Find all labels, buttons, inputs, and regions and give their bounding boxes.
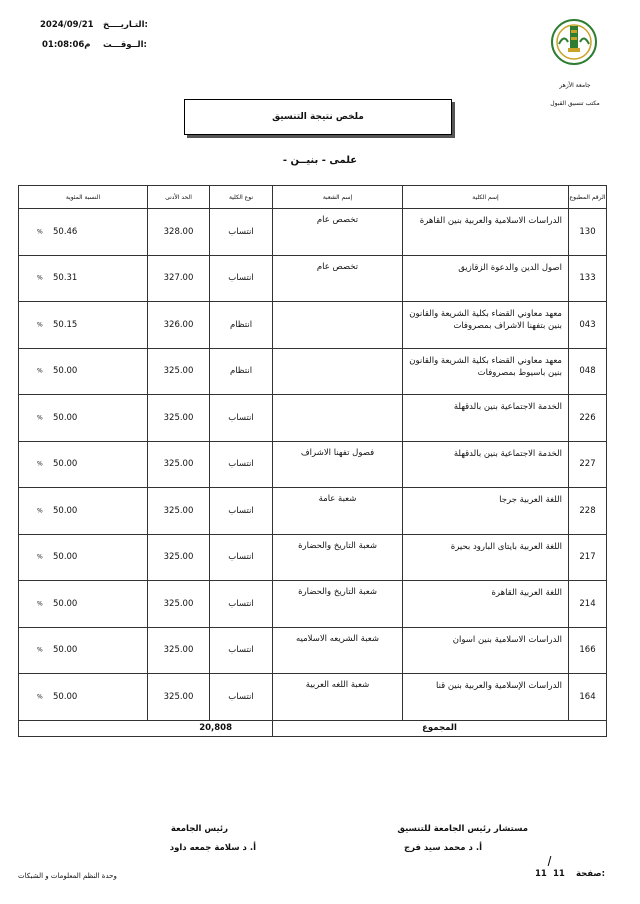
row-min-score: 327.00 <box>148 255 210 302</box>
row-min-score: 325.00 <box>148 441 210 488</box>
table-row <box>19 395 607 442</box>
president-title: رئيس الجامعة <box>170 824 228 834</box>
table-row <box>19 581 607 628</box>
row-college: اصول الدين والدعوة الزقازيق <box>403 255 569 302</box>
row-percentage <box>19 395 148 442</box>
row-code: 164 <box>569 674 607 721</box>
date-label: التـاريــــخ: <box>103 20 148 30</box>
percent-sign: % <box>37 460 43 468</box>
table-row <box>19 627 607 674</box>
row-college: الدراسات الاسلامية والعربية بنين القاهرة <box>403 209 569 256</box>
table-row <box>19 209 607 256</box>
row-min-score: 325.00 <box>148 348 210 395</box>
report-title: ملخص نتيجة التنسيق <box>184 99 452 135</box>
president-name: أ. د سلامة جمعه داود <box>169 843 256 853</box>
row-min-score: 325.00 <box>148 674 210 721</box>
row-min-score: 325.00 <box>148 627 210 674</box>
percent-sign: % <box>37 414 43 422</box>
header-percentage: النسبة المئوية <box>19 186 148 209</box>
table-row <box>19 302 607 349</box>
row-type: انتساب <box>210 395 273 442</box>
row-branch: تخصص عام <box>273 209 403 256</box>
row-branch: شعبة اللغه العربية <box>273 674 403 721</box>
row-percentage <box>19 534 148 581</box>
row-code: 133 <box>569 255 607 302</box>
percentage-value: 50.31 <box>53 273 78 284</box>
percentage-value: 50.00 <box>53 459 78 470</box>
percentage-value: 50.00 <box>53 366 78 377</box>
row-branch: شعبة الشريعه الاسلاميه <box>273 627 403 674</box>
row-branch: شعبة عامة <box>273 488 403 535</box>
unit-name: وحدة النظم المعلومات و الشبكات <box>18 872 117 880</box>
percent-sign: % <box>37 274 43 282</box>
university-name: جامعة الأزهر <box>559 82 591 89</box>
row-min-score: 325.00 <box>148 581 210 628</box>
row-code: 043 <box>569 302 607 349</box>
percent-sign: % <box>37 693 43 701</box>
time-value: 01:08:06م <box>42 40 91 50</box>
row-type: انتظام <box>210 348 273 395</box>
coordinator-name: أ. د محمد سيد فرج <box>403 843 482 853</box>
row-branch: تخصص عام <box>273 255 403 302</box>
row-branch: شعبة التاريخ والحضارة <box>273 534 403 581</box>
row-college: معهد معاوني القضاء بكلية الشريعة والقانون بنين باسيوط بمصروفات <box>403 348 569 395</box>
report-subtitle: - علمى - بنيــن <box>282 155 358 166</box>
page-label: صفحة: <box>576 869 606 879</box>
date-value: 2024/09/21 <box>40 20 94 30</box>
percent-sign: % <box>37 228 43 236</box>
table-row <box>19 441 607 488</box>
row-branch: فصول تفهنا الاشراف <box>273 441 403 488</box>
row-min-score: 328.00 <box>148 209 210 256</box>
total-label: المجموع <box>273 720 607 736</box>
row-type: انتساب <box>210 255 273 302</box>
row-percentage <box>19 348 148 395</box>
header-min-score: الحد الأدنى <box>148 186 210 209</box>
row-code: 228 <box>569 488 607 535</box>
row-code: 130 <box>569 209 607 256</box>
row-type: انتساب <box>210 209 273 256</box>
percentage-value: 50.00 <box>53 552 78 563</box>
percent-sign: % <box>37 321 43 329</box>
row-min-score: 325.00 <box>148 395 210 442</box>
row-type: انتساب <box>210 534 273 581</box>
header-college: إسم الكلية <box>403 186 569 209</box>
row-percentage <box>19 209 148 256</box>
page-slash <box>548 856 552 866</box>
coordinator-title: مستشار رئيس الجامعة للتنسيق <box>397 824 528 834</box>
row-branch <box>273 302 403 349</box>
header-code: الرقم المطبوع <box>569 186 607 209</box>
row-type: انتساب <box>210 674 273 721</box>
row-percentage <box>19 627 148 674</box>
row-min-score: 325.00 <box>148 488 210 535</box>
time-label: الــوقـــت: <box>103 40 147 50</box>
row-min-score: 326.00 <box>148 302 210 349</box>
percentage-value: 50.00 <box>53 691 78 702</box>
row-code: 226 <box>569 395 607 442</box>
row-college: معهد معاوني القضاء بكلية الشريعة والقانون بنين بتفهنا الاشراف بمصروفات <box>403 302 569 349</box>
header-type: نوع الكلية <box>210 186 273 209</box>
percent-sign: % <box>37 646 43 654</box>
page-current: 11 <box>553 869 565 879</box>
table-header-row <box>19 186 607 209</box>
percent-sign: % <box>37 553 43 561</box>
row-type: انتظام <box>210 302 273 349</box>
row-min-score: 325.00 <box>148 534 210 581</box>
row-percentage <box>19 441 148 488</box>
row-branch: شعبة التاريخ والحضارة <box>273 581 403 628</box>
results-table <box>18 185 607 737</box>
row-percentage <box>19 488 148 535</box>
row-college: اللغة العربية بايتاى البارود بحيرة <box>403 534 569 581</box>
percent-sign: % <box>37 367 43 375</box>
percentage-value: 50.00 <box>53 412 78 423</box>
row-branch <box>273 348 403 395</box>
table-row <box>19 674 607 721</box>
percentage-value: 50.00 <box>53 505 78 516</box>
percentage-value: 50.46 <box>53 226 78 237</box>
row-code: 214 <box>569 581 607 628</box>
row-type: انتساب <box>210 488 273 535</box>
percent-sign: % <box>37 600 43 608</box>
row-college: الخدمة الاجتماعية بنين بالدقهلة <box>403 441 569 488</box>
row-college: الدراسات الاسلامية بنين اسوان <box>403 627 569 674</box>
table-row <box>19 255 607 302</box>
total-value: 20,808 <box>19 720 273 736</box>
row-type: انتساب <box>210 441 273 488</box>
row-college: الخدمة الاجتماعية بنين بالدقهلة <box>403 395 569 442</box>
percentage-value: 50.00 <box>53 598 78 609</box>
row-percentage <box>19 255 148 302</box>
row-type: انتساب <box>210 627 273 674</box>
row-college: الدراسات الإسلامية والعربية بنين قنا <box>403 674 569 721</box>
table-row <box>19 488 607 535</box>
row-college: اللغة العربية جرجا <box>403 488 569 535</box>
university-logo-icon <box>550 18 598 66</box>
row-code: 227 <box>569 441 607 488</box>
row-code: 048 <box>569 348 607 395</box>
percentage-value: 50.00 <box>53 645 78 656</box>
header-branch: إسم الشعبة <box>273 186 403 209</box>
table-row <box>19 534 607 581</box>
row-branch <box>273 395 403 442</box>
row-code: 166 <box>569 627 607 674</box>
total-row <box>19 720 607 736</box>
row-code: 217 <box>569 534 607 581</box>
office-name: مكتب تنسيق القبول <box>550 100 600 107</box>
row-percentage <box>19 302 148 349</box>
percent-sign: % <box>37 507 43 515</box>
row-percentage <box>19 674 148 721</box>
row-type: انتساب <box>210 581 273 628</box>
row-percentage <box>19 581 148 628</box>
row-college: اللغة العربية القاهرة <box>403 581 569 628</box>
table-row <box>19 348 607 395</box>
percentage-value: 50.15 <box>53 319 78 330</box>
page-total: 11 <box>535 869 547 879</box>
